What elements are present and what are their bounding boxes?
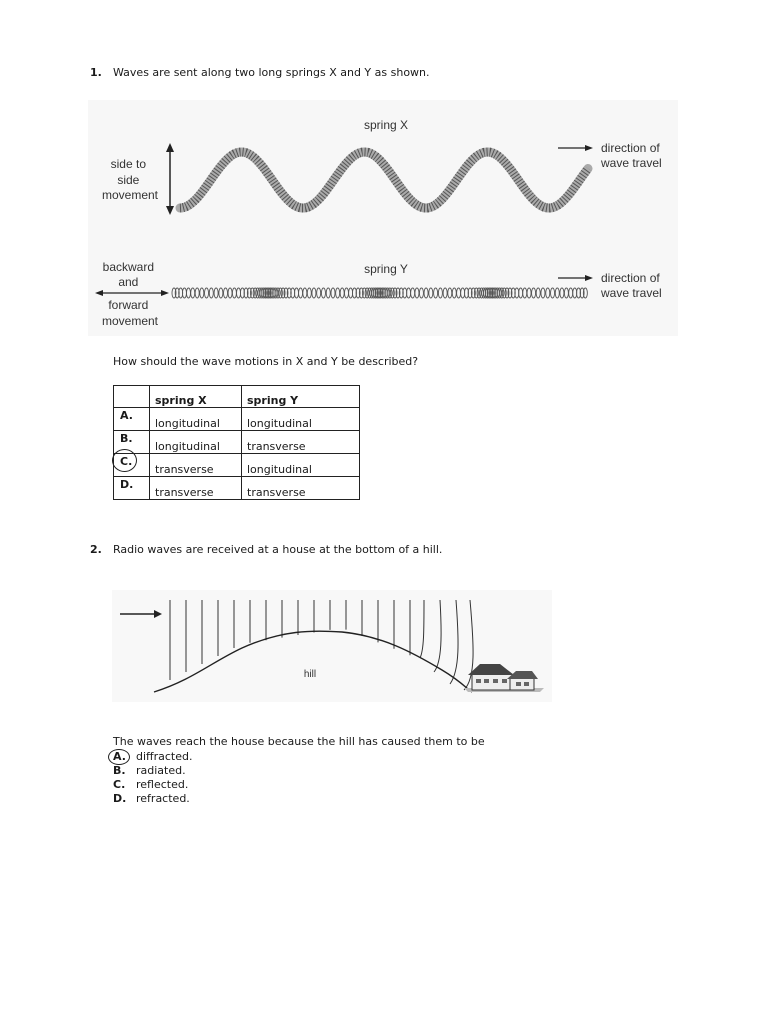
- table-row: [114, 431, 360, 454]
- answer-circle-a: [108, 749, 130, 765]
- option-letter: D.: [113, 792, 127, 805]
- side-movement-label: side to side movement: [101, 157, 159, 202]
- table-row: [114, 454, 360, 477]
- spring-y-label: spring Y: [364, 262, 408, 276]
- hill-label: hill: [303, 669, 317, 680]
- direction-label-x: direction of wave travel: [601, 141, 662, 170]
- row-spring-x: longitudinal: [150, 431, 242, 454]
- question-1-number: 1.: [90, 66, 102, 79]
- row-letter: D.: [114, 477, 150, 500]
- spring-x-label: spring X: [363, 118, 409, 132]
- row-spring-x: transverse: [150, 454, 242, 477]
- table-header-spring-x: spring X: [150, 386, 242, 408]
- table-row: [114, 408, 360, 431]
- option-letter: B.: [113, 764, 126, 777]
- option-text: reflected.: [136, 778, 189, 791]
- row-spring-y: longitudinal: [242, 454, 360, 477]
- springs-diagram: [88, 100, 688, 340]
- answer-table: [113, 385, 360, 500]
- question-2-number: 2.: [90, 543, 102, 556]
- row-letter: B.: [114, 431, 150, 454]
- table-header-blank: [114, 386, 150, 408]
- answer-circle-c: [112, 449, 137, 472]
- row-spring-y: transverse: [242, 477, 360, 500]
- option-letter: A.: [113, 750, 126, 763]
- row-letter: C.: [114, 454, 150, 477]
- table-header-row: [114, 386, 360, 408]
- row-spring-x: longitudinal: [150, 408, 242, 431]
- table-row: [114, 477, 360, 500]
- hill-diagram: [112, 590, 552, 702]
- row-spring-x: transverse: [150, 477, 242, 500]
- backward-forward-label: backward and forward movement: [101, 260, 159, 328]
- direction-label-y: direction of wave travel: [601, 271, 662, 300]
- question-1-prompt: How should the wave motions in X and Y be described?: [113, 355, 419, 368]
- question-2-prompt: The waves reach the house because the hill has caused them to be: [113, 735, 485, 748]
- question-2-text: Radio waves are received at a house at the bottom of a hill.: [113, 543, 443, 556]
- option-text: radiated.: [136, 764, 186, 777]
- question-1-text: Waves are sent along two long springs X and Y as shown.: [113, 66, 430, 79]
- option-text: diffracted.: [136, 750, 193, 763]
- option-letter: C.: [113, 778, 126, 791]
- table-header-spring-y: spring Y: [242, 386, 360, 408]
- row-spring-y: longitudinal: [242, 408, 360, 431]
- option-text: refracted.: [136, 792, 190, 805]
- row-letter: A.: [114, 408, 150, 431]
- row-spring-y: transverse: [242, 431, 360, 454]
